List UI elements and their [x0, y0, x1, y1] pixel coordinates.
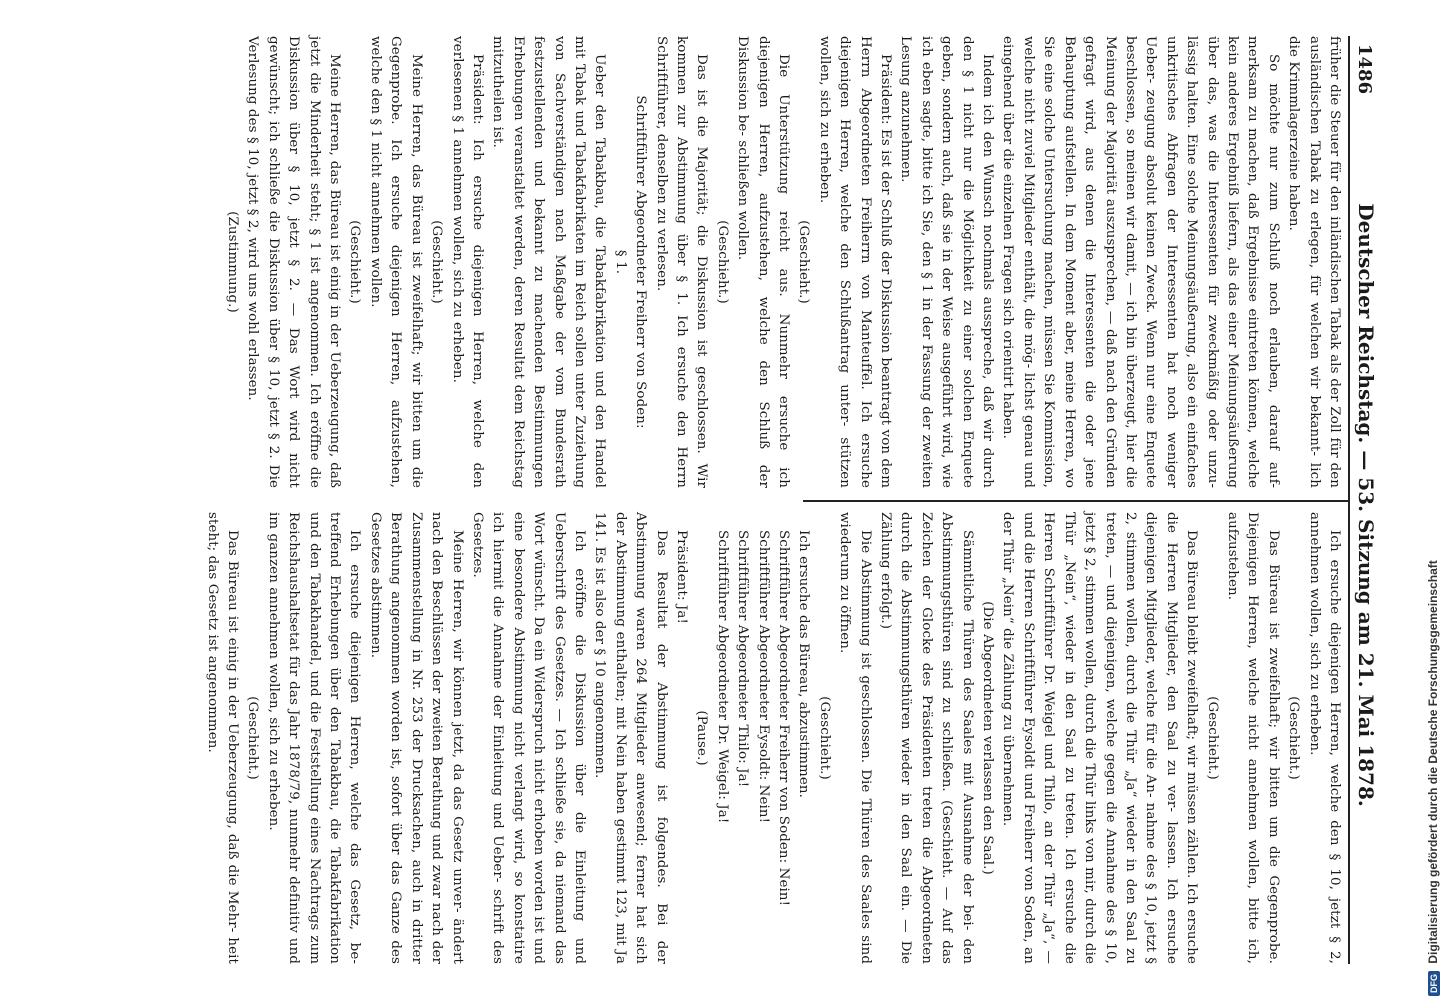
- paragraph: Das ist die Majorität; die Diskussion ist geschlossen. Wir kommen zur Abstimmung über § 1. Ich ersuche den Herrn Schriftführer, denselben zu verlesen.: [653, 36, 710, 488]
- page-header: [1348, 36, 1380, 964]
- paragraph: Ich ersuche das Büreau, abzustimmen.: [796, 530, 812, 798]
- paragraph: (Zustimmung.): [225, 211, 241, 313]
- paragraph: Präsident: Ich ersuche diejenigen Herren, welche den verlesenen § 1 annehmen wollen, sich zu erheben.: [449, 36, 485, 488]
- paragraph: früher die Steuer für den inländischen Tabak als der Zoll für den ausländischen Tabak zu erlegen, für welchen wir bekannt- lich die Krimmlagerzeine haben.: [1286, 36, 1342, 488]
- paragraph: Ich ersuche diejenigen Herren, welche den § 10, jetzt § 2, annehmen wollen, sich zu erheben.: [1306, 512, 1342, 964]
- paragraph: Das Resultat der Abstimmung ist folgendes. Bei der Abstimmung waren 264 Mitglieder anwesend; ferner hat sich der Abstimmung enthalten; mit Nein haben gestimmt 123, mit Ja 141. Es ist also der § 10 angenommen.: [592, 512, 669, 964]
- paragraph: Das Büreau bleibt zweifelhaft; wir müssen zählen. Ich ersuche die Herren Mitglieder, den Saal zu ver- lassen. Ich ersuche diejenigen Mitglieder, welche für die An- nahme des § 10, jetzt § 2, stimmen wollen, durch die Thür „Ja“ wieder in den Saal zu treten, — und diejenigen, welche gegen die Annahme des § 10, jetzt § 2, stimmen wollen, durch die Thür links von mir, durch die Thür „Nein“, wieder in den Saal zu treten. Ich ersuche die Herren Schriftführer Dr. Weigel und Thilo, an der Thür „Ja“, — und die Herren Schriftführer Eysoldt und Freiherr von Soden, an der Thür „Nein“ die Zählung zu übernehmen.: [1000, 512, 1200, 964]
- page-number: 1486: [1354, 44, 1375, 95]
- paragraph: § 1.: [612, 249, 628, 275]
- text-columns: [201, 36, 1344, 964]
- paragraph: (Geschieht.): [796, 220, 812, 304]
- column-divider: [803, 500, 1348, 502]
- paragraph: Präsident: Es ist der Schluß der Diskussion beantragt von dem Herrn Abgeordneten Freiherrn von Manteuffel. Ich ersuche diejenigen Herren, welche den Schlußantrag unter- stützen wollen, sich zu erheben.: [816, 36, 894, 488]
- paragraph: Ueber den Tabakbau, die Tabakfabrikation und den Handel mit Tabak und Tabakfabrikaten im Reich sollen unter Zuziehung von Sachverständigen nach Maßgabe der vom Bundesrath festzustellenden und bekannt zu machenden Bestimmungen Erhebungen veranstaltet werden, deren Resultat dem Reichstag mitzutheilen ist.: [490, 36, 608, 488]
- digitization-note: Digitalisierung gefördert durch die Deutsche Forschungsgemeinschaft: [1426, 560, 1440, 964]
- paragraph: Präsident: Ja!: [674, 530, 689, 624]
- paragraph: Meine Herren, das Büreau ist zweifelhaft; wir bitten um die Gegenprobe. Ich ersuche diejenigen Herren, aufzustehen, welche den § 1 nicht annehmen wollen.: [367, 36, 424, 488]
- paragraph: (Pause.): [694, 710, 710, 766]
- right-column: [201, 500, 1344, 964]
- paragraph: Schriftführer Abgeordneter Freiherr von Soden: Nein!: [776, 530, 792, 907]
- dfg-logo: DFG: [1428, 971, 1440, 996]
- paragraph: (Geschieht.): [816, 696, 832, 780]
- paragraph: (Geschieht.): [1204, 696, 1220, 780]
- paragraph: Ich ersuche diejenigen Herren, welche das Gesetz, be- treffend Erhebungen über den Tabakbau, die Tabakfabrikation und den Tabakhandel, und die Feststellung eines Nachtrags zum Reichshaushaltsetat für das Jahr 1878/79, nunmehr definitiv und im ganzen annehmen wollen, sich zu erheben.: [265, 512, 363, 964]
- paragraph: Indem ich den Wunsch nochmals ausspreche, daß wir durch den § 1 nicht nur die Möglichkeit zu einer solchen Enquete geben, sondern auch, daß sie in der Weise ausgeführt wird, wie ich eben sagte, bitte ich Sie, den § 1 in der Fassung der zweiten Lesung anzunehmen.: [898, 36, 996, 488]
- paragraph: So möchte nur zum Schluß noch erlauben, darauf auf- merksam zu machen, daß Ergebnisse eintreten können, welche kein anderes Ergebniß liefern, als das einer Meinungsäußerung über das, was die Interessenten für zweckmäßig oder unzu- lässig halten. Eine solche Meinungsäußerung, also ein einfaches unkritisches Abfragen der Interessenten hat noch weniger Ueber- zeugung absolut keinen Zweck. Wenn nur eine Enquete beschlossen, so meinen wir damit, — ich bin überzeugt, hier die Meinung der Majorität auszusprechen, — daß nach den Gründen gefragt wird, aus denen die Interessenten die oder jene Behauptung aufstellen. In dem Moment aber, meine Herren, wo Sie eine solche Untersuchung machen, müssen Sie Kommission, welche nicht zuviel Mitglieder enthält, die mög- lichst genau und eingehend über die einzelnen Fragen sich orientirt haben.: [1000, 36, 1281, 488]
- paragraph: Schriftführer Abgeordneter Dr. Weigel: Ja!: [714, 530, 730, 824]
- page-title: Deutscher Reichstag. — 53. Sitzung am 21. Mai 1878.: [1354, 203, 1378, 807]
- paragraph: Sämmtliche Thüren des Saales mit Ausnahme der bei- den Abstimmungsthüren sind zu schließen. (Geschieht. — Auf das Zeichen der Glocke des Präsidenten treten die Abgeordneten durch die Abstimmungsthüren wieder in den Saal ein. — Die Zählung erfolgt.): [878, 512, 975, 964]
- paragraph: Schriftführer Abgeordneter Freiherr von Soden:: [633, 95, 649, 429]
- paragraph: (Geschieht.): [1286, 696, 1302, 780]
- paragraph: (Geschieht.): [714, 220, 730, 304]
- digitization-credit: [1404, 28, 1440, 996]
- paragraph: Die Abstimmung ist geschlossen. Die Thüren des Saales sind wiederum zu öffnen.: [837, 512, 873, 964]
- paragraph: Die Unterstützung reicht aus. Nunmehr ersuche ich diejenigen Herren, aufzustehen, welche den Schluß der Diskussion be- schließen wollen.: [735, 36, 792, 488]
- paragraph: (Geschieht.): [347, 220, 363, 304]
- paragraph: Schriftführer Abgeordneter Thilo: Ja!: [735, 530, 751, 788]
- paragraph: (Geschieht.): [429, 220, 445, 304]
- paragraph: Schriftführer Abgeordneter Eysoldt: Nein!: [755, 530, 771, 824]
- paragraph: Das Büreau ist zweifelhaft; wir bitten um die Gegenprobe. Diejenigen Herren, welche nicht annehmen wollen, bitte ich, aufzustehen.: [1224, 512, 1281, 964]
- left-column: [201, 36, 1344, 500]
- paragraph: Meine Herren, wir können jetzt, da das Gesetz unver- ändert nach den Beschlüssen der zweiten Berathung und zwar nach der Zusammenstellung in Nr. 253 der Drucksachen, auch in dritter Berathung angenommen worden ist, sofort über das Ganze des Gesetzes abstimmen.: [367, 512, 465, 964]
- paragraph: (Geschieht.): [245, 696, 261, 780]
- paragraph: Das Büreau ist einig in der Ueberzeugung, daß die Mehr- heit steht; das Gesetz ist angenommen.: [204, 512, 241, 964]
- paragraph: Meine Herren, das Büreau ist einig in der Ueberzeugung, daß jetzt die Minderheit steht; § 1 ist angenommen. Ich eröffne die Diskussion über § 10, jetzt § 2. — Das Wort wird nicht gewünscht; ich schließe die Diskussion über § 10, jetzt § 2. Die Verlesung des § 10, jetzt § 2, wird uns wohl erlassen.: [245, 36, 343, 488]
- paragraph: (Die Abgeordneten verlassen den Saal.): [980, 601, 996, 875]
- paragraph: Ich eröffne die Diskussion über die Einleitung und Ueberschrift des Gesetzes. — Ich schließe sie, da niemand das Wort wünscht. Da ein Widerspruch nicht erhoben worden ist und eine besondere Abstimmung nicht verlangt wird, so konstatire ich hiermit die Annahme der Einleitung und Ueber- schrift des Gesetzes.: [469, 512, 587, 964]
